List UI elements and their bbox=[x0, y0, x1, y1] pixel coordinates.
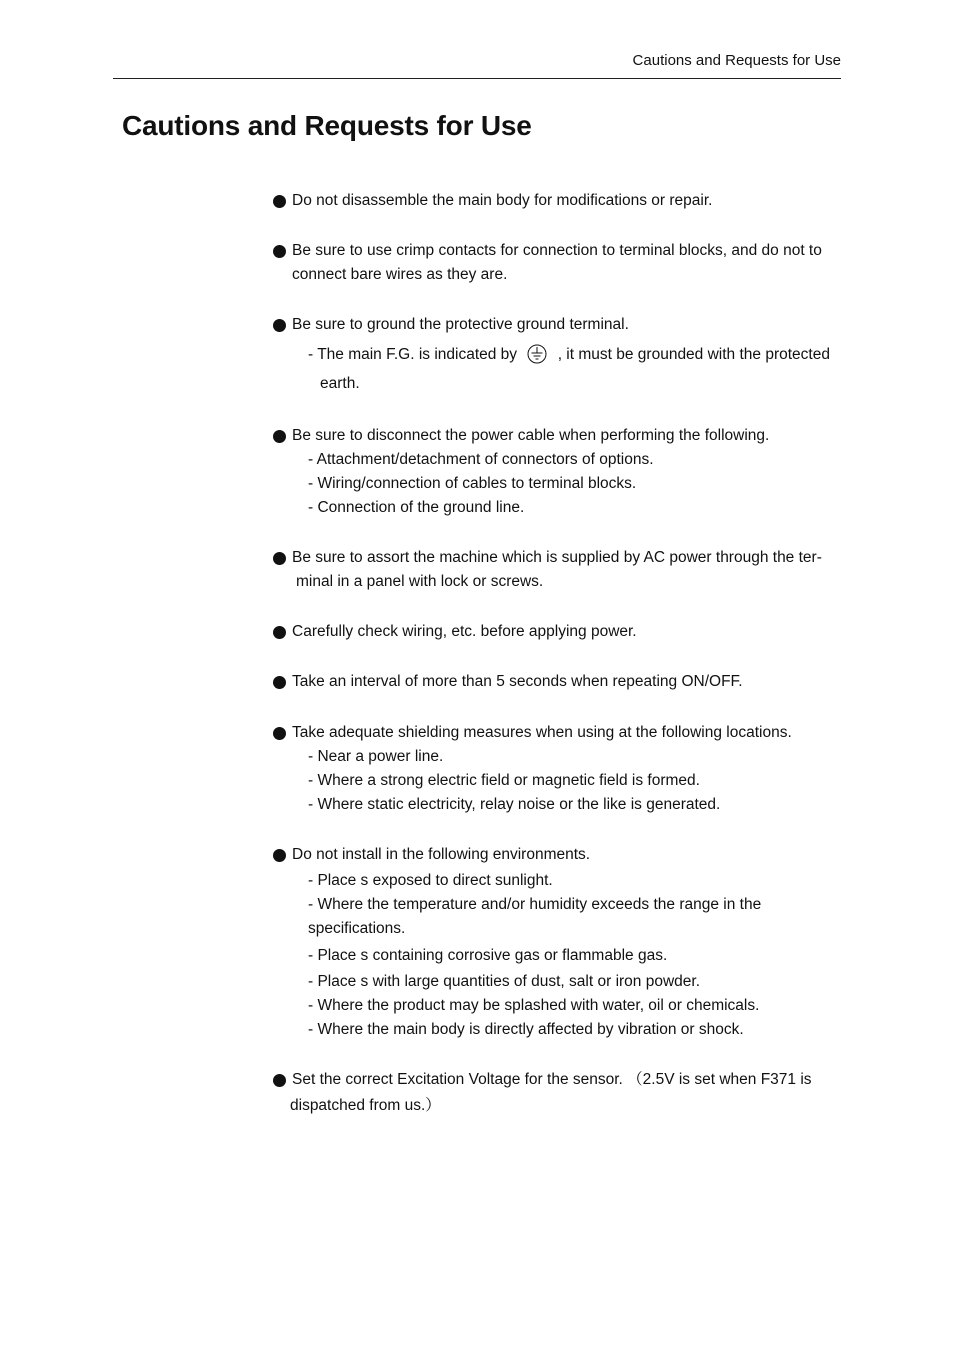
sub-item: - Wiring/connection of cables to terminal blocks. bbox=[308, 475, 637, 492]
bullet-icon bbox=[273, 1074, 286, 1087]
caution-text: Do not disassemble the main body for modifications or repair. bbox=[292, 192, 713, 209]
ground-note-post: , it must be grounded with the protected bbox=[557, 346, 830, 363]
caution-text-continued: dispatched from us.） bbox=[290, 1097, 441, 1114]
caution-item bbox=[273, 1068, 843, 1118]
bullet-icon bbox=[273, 676, 286, 689]
bullet-icon bbox=[273, 245, 286, 258]
caution-item bbox=[273, 620, 843, 644]
caution-text: Carefully check wiring, etc. before applying power. bbox=[292, 623, 637, 640]
sub-item: - Where the product may be splashed with water, oil or chemicals. bbox=[308, 997, 760, 1014]
bullet-icon bbox=[273, 319, 286, 332]
caution-text-continued: minal in a panel with lock or screws. bbox=[296, 573, 544, 590]
caution-text: Set the correct Excitation Voltage for the sensor. （2.5V is set when F371 is bbox=[292, 1071, 812, 1088]
sub-item-continued: specifications. bbox=[308, 920, 406, 937]
caution-item bbox=[273, 843, 843, 1042]
sub-item: - Where the temperature and/or humidity exceeds the range in the bbox=[308, 896, 762, 913]
caution-item bbox=[273, 189, 843, 213]
sub-item: - Where static electricity, relay noise or the like is generated. bbox=[308, 796, 721, 813]
caution-text: Be sure to disconnect the power cable when performing the following. bbox=[292, 427, 770, 444]
caution-text: Be sure to ground the protective ground terminal. bbox=[292, 316, 629, 333]
protective-ground-icon bbox=[527, 344, 547, 364]
caution-item bbox=[273, 546, 843, 594]
sub-item: - Near a power line. bbox=[308, 748, 444, 765]
bullet-icon bbox=[273, 626, 286, 639]
bullet-icon bbox=[273, 430, 286, 443]
sub-item: - Where a strong electric field or magnetic field is formed. bbox=[308, 772, 700, 789]
caution-text: Be sure to use crimp contacts for connection to terminal blocks, and do not to bbox=[292, 242, 822, 259]
bullet-icon bbox=[273, 195, 286, 208]
ground-note-continued: earth. bbox=[320, 375, 360, 392]
caution-text: Take an interval of more than 5 seconds when repeating ON/OFF. bbox=[292, 673, 743, 690]
sub-item: - Connection of the ground line. bbox=[308, 499, 525, 516]
caution-item bbox=[273, 424, 843, 520]
caution-text: Take adequate shielding measures when using at the following locations. bbox=[292, 724, 792, 741]
sub-item: - Place s containing corrosive gas or flammable gas. bbox=[308, 947, 668, 964]
running-header: Cautions and Requests for Use bbox=[113, 52, 841, 79]
caution-text: Be sure to assort the machine which is supplied by AC power through the ter- bbox=[292, 549, 822, 566]
ground-note-pre: - The main F.G. is indicated by bbox=[308, 346, 518, 363]
bullet-icon bbox=[273, 727, 286, 740]
caution-item bbox=[273, 670, 843, 694]
caution-item bbox=[273, 313, 843, 396]
caution-text-continued: connect bare wires as they are. bbox=[292, 266, 508, 283]
caution-item bbox=[273, 239, 843, 287]
bullet-icon bbox=[273, 849, 286, 862]
sub-item: - Place s with large quantities of dust, salt or iron powder. bbox=[308, 973, 701, 990]
bullet-icon bbox=[273, 552, 286, 565]
caution-text: Do not install in the following environments. bbox=[292, 846, 591, 863]
sub-item: - Place s exposed to direct sunlight. bbox=[308, 872, 553, 889]
sub-item: - Attachment/detachment of connectors of options. bbox=[308, 451, 654, 468]
ground-note bbox=[273, 343, 843, 367]
page-title: Cautions and Requests for Use bbox=[122, 110, 532, 141]
sub-item: - Where the main body is directly affected by vibration or shock. bbox=[308, 1021, 744, 1038]
caution-item bbox=[273, 721, 843, 817]
